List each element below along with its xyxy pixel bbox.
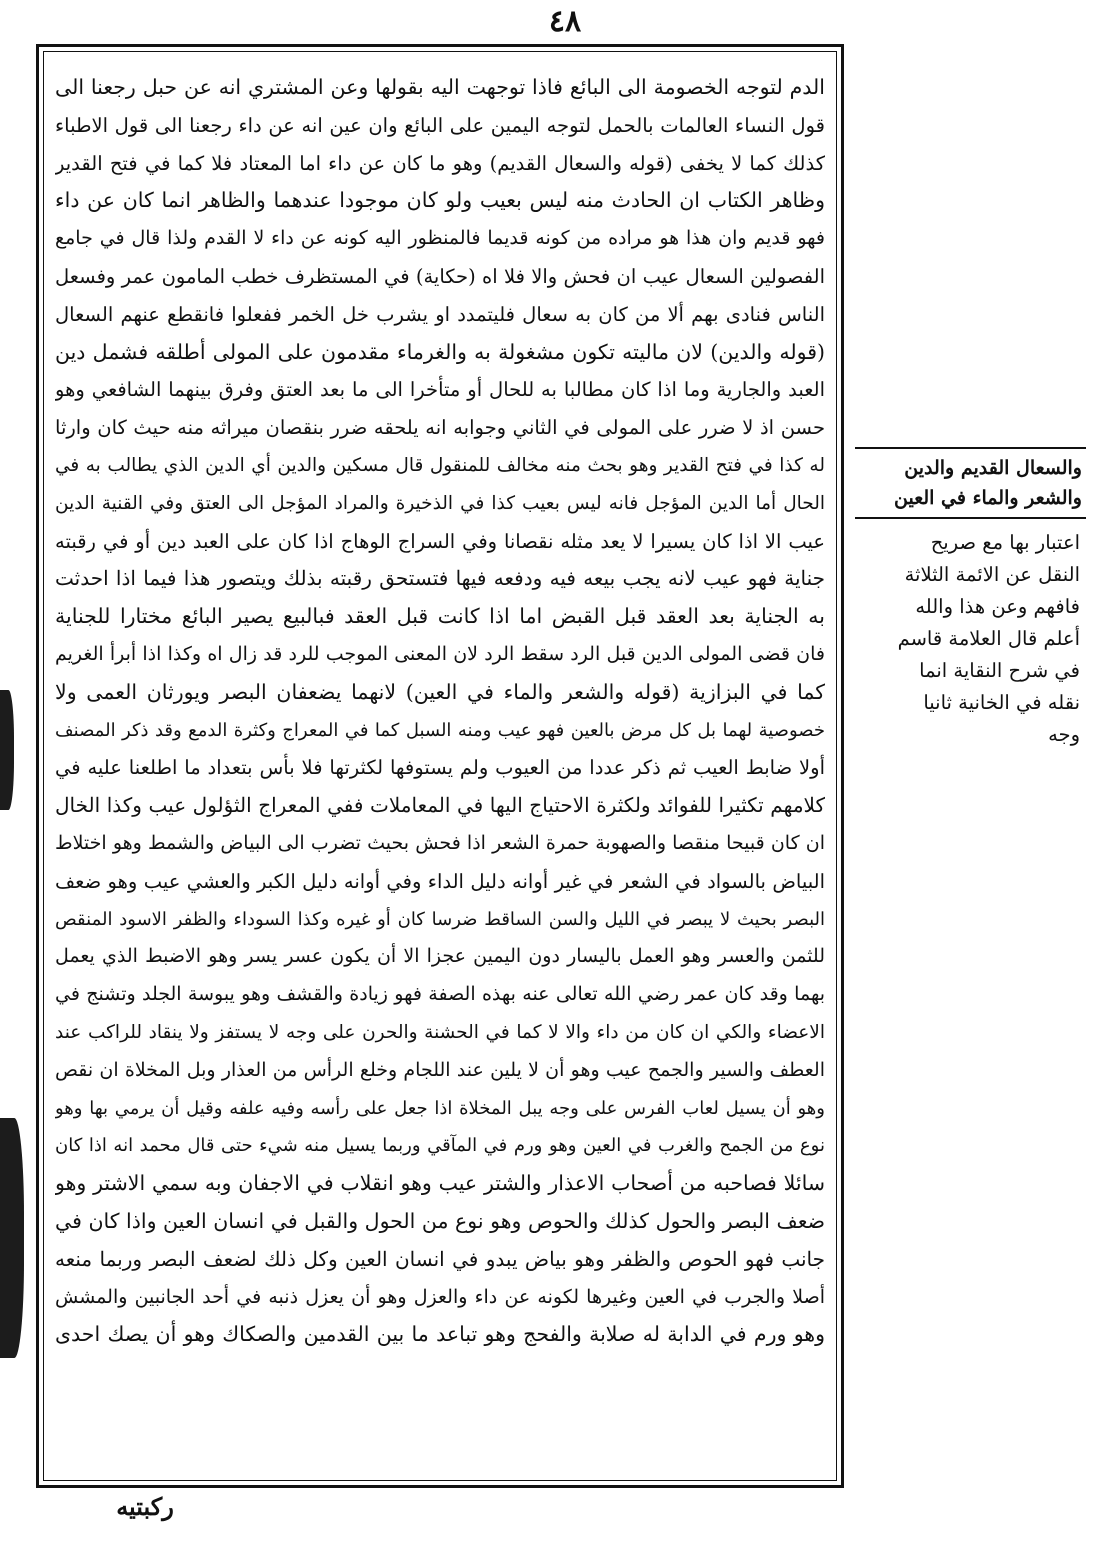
main-text-line: أصلا والجرب في العين وغيرها لكونه عن داء والعزل وهو أن يعزل ذنبه في أحد الجانبين والمشش — [55, 1285, 825, 1308]
binding-shadow-lower — [0, 1118, 24, 1358]
main-text-body — [55, 69, 825, 1465]
margin-note-line: أعلم قال العلامة قاسم — [897, 627, 1080, 650]
main-text-line: كذلك كما لا يخفى (قوله والسعال القديم) وهو ما كان عن داء اما المعتاد فلا كما في فتح القدير — [55, 151, 825, 175]
main-text-line: عيب الا اذا كان يسيرا لا يعد مثله نقصانا وفي السراج الوهاج اذا كان على العبد دين أو في رقبته — [55, 529, 825, 553]
main-text-line: قول النساء العالمات بالحمل لتوجه اليمين على البائع وان عين انه عن داء رجعنا الى قول الاطباء — [55, 113, 825, 137]
margin-note-line: في شرح النقاية انما — [919, 659, 1080, 682]
main-text-line: كما في البزازية (قوله والشعر والماء في العين) لانهما يضعفان البصر ويورثان العمى ولا — [55, 679, 825, 704]
catchword: ركبتيه — [116, 1492, 174, 1521]
main-text-line: به الجناية بعد العقد قبل القبض اما اذا كانت قبل العقد فبالبيع يصير البائع مختارا للجناية — [55, 604, 825, 629]
main-text-line: العطف والسير والجمح عيب وهو أن لا يلين عند اللجام وخلع الرأس من العذار وبل المخلاة ان نقص — [55, 1058, 825, 1081]
main-text-line: حسن اذ لا ضرر على المولى في الثاني وجوابه انه يلحقه ضرر بنقصان ميراثه منه حيث كان وارثا — [55, 416, 825, 440]
main-text-line: بهما وقد كان عمر رضي الله تعالى عنه بهذه الصفة فهو زيادة والقشف وهو يبوسة الجلد وتشنج في — [55, 983, 825, 1006]
main-text-line: وهو أن يسيل لعاب الفرس على وجه يبل المخلاة اذا جعل على رأسه وفيه علفه وقيل أن يرمي بها وهو — [55, 1097, 825, 1119]
main-text-line: الناس فنادى بهم ألا من كان به سعال فليتمدد او يشرب خل الخمر ففعلوا فانقطع عنهم السعال — [55, 302, 825, 326]
margin-note-line: فافهم وعن هذا والله — [915, 595, 1080, 618]
main-text-line: (قوله والدين) لان ماليته تكون مشغولة به والغرماء مقدمون على المولى أطلقه فشمل دين — [55, 339, 825, 364]
main-text-line: له كذا في فتح القدير وهو بحث منه مخالف للمنقول قال مسكين والدين أي الدين الذي يطالب به في — [55, 454, 825, 476]
main-text-line: العبد والجارية وما اذا كان مطالبا به للحال أو متأخرا الى ما بعد العتق وفرق بينهما الشافعي وهو — [55, 378, 825, 402]
main-text-line: جناية فهو عيب لانه يجب بيعه فيه ودفعه فيها فتستحق رقبته بذلك ويتصور هذا فيما اذا احدثت — [55, 566, 825, 591]
margin-note-line: اعتبار بها مع صريح — [930, 531, 1080, 554]
main-text-line: فان قضى المولى الدين قبل الرد سقط الرد لان المعنى الموجب للرد قد زال اه وكذا اذا أبرأ الغريم — [55, 642, 825, 665]
main-text-line: للثمن والعسر وهو العمل باليسار دون اليمين عجزا الا أن يكون عسر يسر وهو الاضبط الذي يعمل — [55, 945, 825, 968]
main-text-line: البياض بالسواد في الشعر في غير أوانه دليل الداء وفي أوانه دليل الكبر والعشي عيب وهو ضعف — [55, 869, 825, 893]
main-text-line: الفصولين السعال عيب ان فحش والا فلا اه (حكاية) في المستظرف خطب المامون عمر وفسعل — [55, 264, 825, 288]
margin-heading: والسعال القديم والدين والشعر والماء في العين — [894, 457, 1082, 509]
main-text-frame — [36, 44, 844, 1488]
margin-note-line: نقله في الخانية ثانيا — [923, 691, 1080, 714]
main-text-line: جانب فهو الحوص والظفر وهو بياض يبدو في انسان العين وكل ذلك لضعف البصر وربما منعه — [55, 1246, 825, 1271]
page-number: ٤٨ — [548, 4, 582, 39]
main-text-line: وظاهر الكتاب ان الحادث منه ليس بعيب ولو كان موجودا عندهما والظاهر انما كان عن داء — [55, 188, 825, 213]
margin-note-body — [855, 519, 1086, 751]
main-text-line: خصوصية لهما بل كل مرض بالعين فهو عيب ومنه السبل كما في المعراج وكثرة الدمع وقد ذكر المصنف — [55, 719, 825, 741]
main-text-line: سائلا فصاحبه من أصحاب الاعذار والشتر عيب وهو انقلاب في الاجفان وبه سمي الاشتر وهو — [55, 1171, 825, 1196]
margin-note-line: النقل عن الائمة الثلاثة — [904, 563, 1080, 586]
margin-note — [855, 447, 1086, 751]
margin-note-line: وجه — [1048, 723, 1080, 746]
main-text-line: الاعضاء والكي ان كان من داء والا لا كما في الحشنة والحرن على وجه لا يستفز ولا ينقاد للراكب عند — [55, 1021, 825, 1043]
main-text-line: ان كان قبيحا منقصا والصهوبة حمرة الشعر اذا فحش بحيث تضرب الى البياض والشمط وهو اختلاط — [55, 831, 825, 854]
main-text-line: فهو قديم وان هذا هو مراده من كونه قديما فالمنظور اليه كونه عن داء لا القدم ولذا قال في جامع — [55, 227, 825, 250]
main-text-line: الحال أما الدين المؤجل فانه ليس بعيب كذا في الذخيرة والمراد المؤجل الى العتق وفي القنية الدين — [55, 492, 825, 514]
main-text-line: الدم لتوجه الخصومة الى البائع فاذا توجهت اليه بقولها وعن المشتري انه عن حبل رجعنا الى — [55, 75, 825, 99]
main-text-line: أولا ضابط العيب ثم ذكر عددا من العيوب ولم يستوفها لكثرتها فلا بأس بتعداد ما اطلعنا عليه في — [55, 756, 825, 780]
main-text-line: البصر بحيث لا يبصر في الليل والسن الساقط ضرسا كان أو غيره وكذا السوداء والظفر الاسود المنقص — [55, 908, 825, 930]
main-text-line: ضعف البصر والحول كذلك والحوص وهو نوع من الحول والقبل في انسان العين واذا كان في — [55, 1208, 825, 1233]
main-text-line: كلامهم تكثيرا للفوائد ولكثرة الاحتياج اليها في المعاملات ففي المعراج الثؤلول عيب وكذا الخال — [55, 793, 825, 818]
main-text-line: وهو ورم في الدابة له صلابة والفحج وهو تباعد ما بين القدمين والصكاك وهو أن يصك احدى — [55, 1322, 825, 1347]
main-text-line: نوع من الجمح والغرب في العين وهو ورم في المآقي وربما يسيل منه شيء حتى قال محمد انه اذا كان — [55, 1135, 825, 1157]
binding-shadow-upper — [0, 690, 14, 810]
